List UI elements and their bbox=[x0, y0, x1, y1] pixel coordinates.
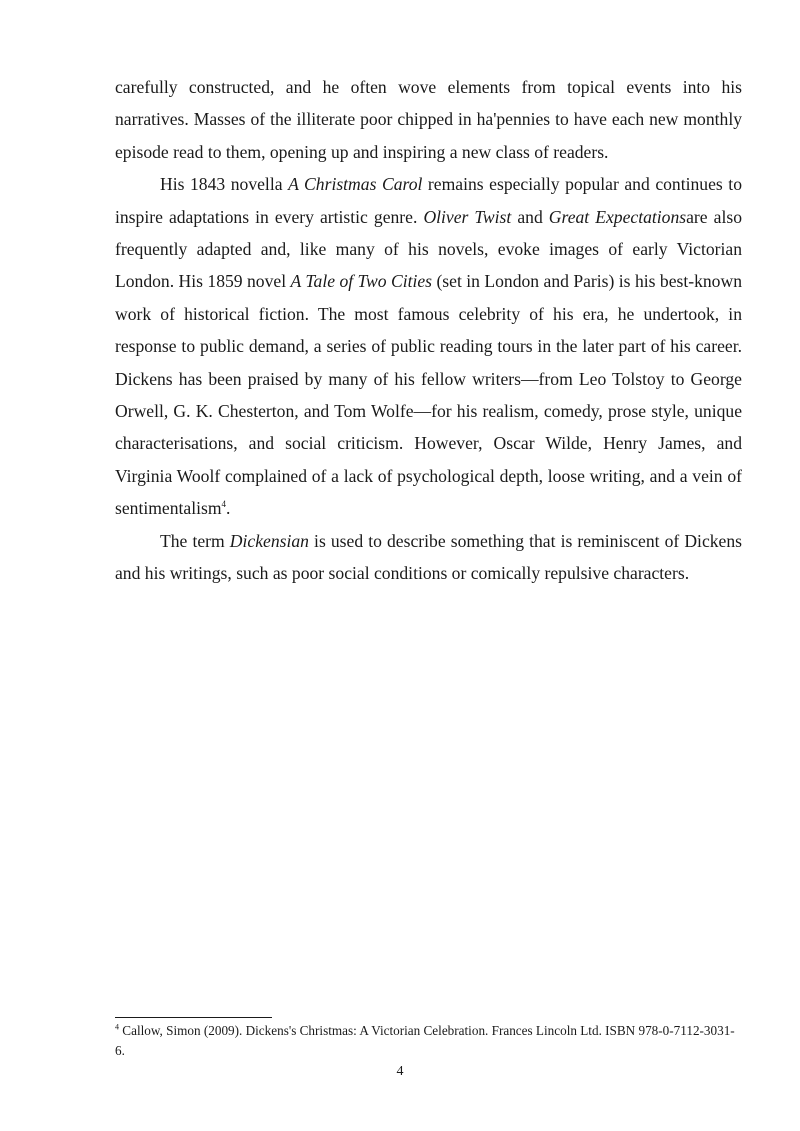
italic-title: Great Expectations bbox=[548, 206, 687, 227]
footnote bbox=[115, 1021, 742, 1061]
footnote-text: Callow, Simon (2009). Dickens's Christmas: A Victorian Celebration. Frances Lincoln Ltd. ISBN 978-0-7112-3031-6. bbox=[115, 1023, 735, 1058]
text-run: . bbox=[226, 498, 231, 519]
text-run: (set in London and Paris) is his best-known work of historical fiction. The most famous celebrity of his era, he undertook, in response to public demand, a series of public reading tours in the later part of his career. Dickens has been praised by many of his fellow writers—from Leo Tolstoy to George Orwell, G. K. Chesterton, and Tom Wolfe—for his realism, comedy, prose style, unique characterisations, and social criticism. However, Oscar Wilde, Henry James, and Virginia Woolf complained of a lack of psychological depth, loose writing, and a vein of sentimentalism bbox=[115, 271, 742, 519]
paragraph bbox=[115, 525, 742, 590]
italic-title: A Tale of Two Cities bbox=[290, 271, 433, 292]
body-text bbox=[115, 71, 742, 590]
text-run: carefully constructed, and he often wove elements from topical events into his narratives. Masses of the illiterate poor chipped in ha'pennies to have each new monthly episode read to them, opening up and inspiring a new class of readers. bbox=[115, 77, 742, 162]
italic-title: Oliver Twist bbox=[423, 206, 512, 227]
paragraph bbox=[115, 168, 742, 524]
text-run: is used to describe something that is reminiscent of Dickens and his writings, such as poor social conditions or comically repulsive characters. bbox=[115, 530, 743, 584]
paragraph bbox=[115, 71, 742, 168]
text-run: remains especially popular and continues to inspire adaptations in every artistic genre. bbox=[115, 174, 742, 227]
footnote-marker: 4 bbox=[115, 1022, 119, 1032]
text-run: His 1843 novella bbox=[160, 174, 289, 195]
text-run: The term bbox=[160, 530, 230, 551]
footnote-separator bbox=[115, 1017, 272, 1018]
italic-title: Dickensian bbox=[229, 530, 309, 551]
italic-title: A Christmas Carol bbox=[288, 174, 423, 195]
footnote-reference: 4 bbox=[221, 499, 227, 510]
text-run: and bbox=[511, 206, 549, 227]
text-run: are also frequently adapted and, like many of his novels, evoke images of early Victorian London. His 1859 novel bbox=[115, 206, 742, 292]
page-number: 4 bbox=[396, 1064, 404, 1079]
